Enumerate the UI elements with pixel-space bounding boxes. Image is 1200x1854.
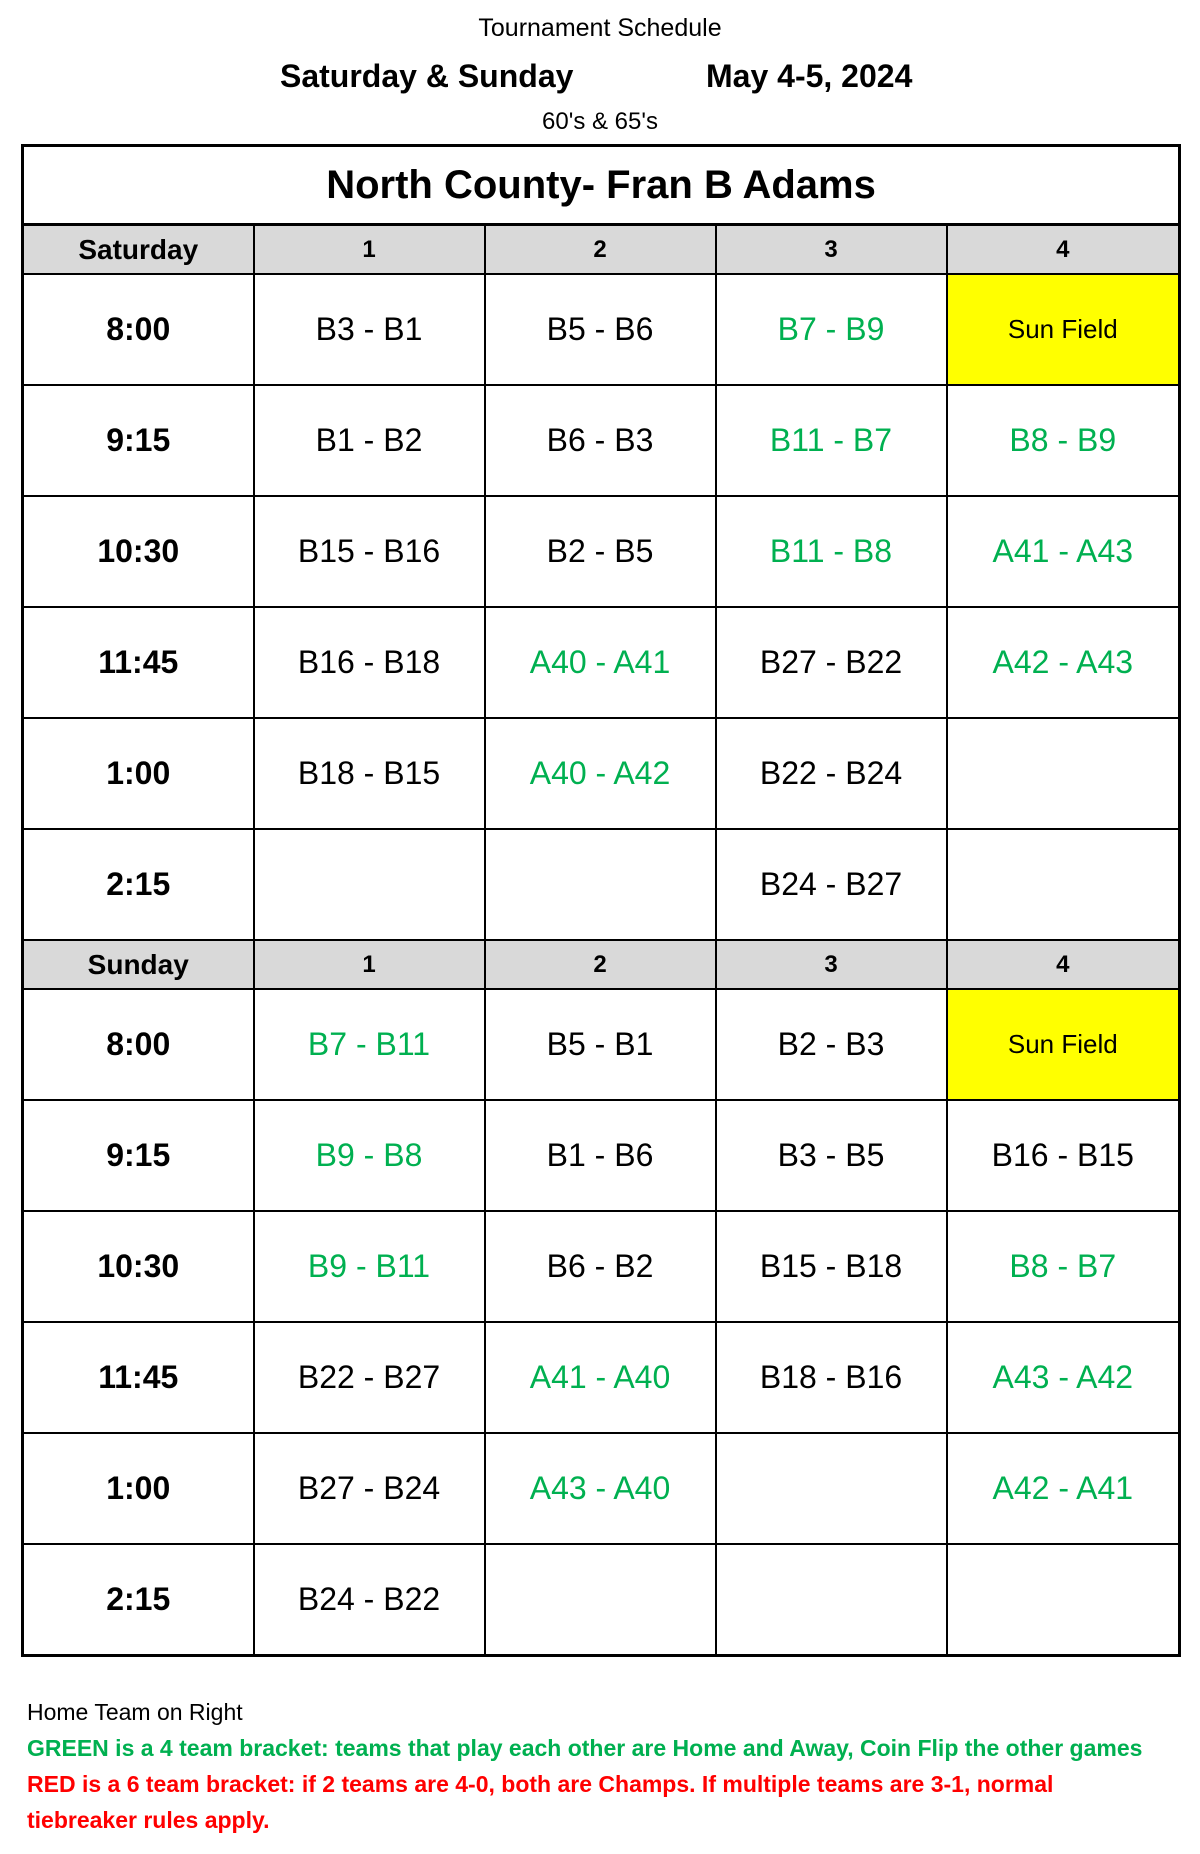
- time-slot-row: [23, 1211, 1180, 1322]
- time-slot-row: [23, 829, 1180, 940]
- game-cell: [254, 829, 485, 940]
- time-cell: 8:00: [23, 989, 254, 1100]
- game-cell: A41 - A40: [485, 1322, 716, 1433]
- schedule-days: Saturday & Sunday: [280, 58, 574, 94]
- time-slot-row: [23, 274, 1180, 385]
- note-red-bracket-continued: tiebreaker rules apply.: [27, 1807, 270, 1833]
- game-cell: B9 - B8: [254, 1100, 485, 1211]
- field-header: 1: [254, 940, 485, 989]
- time-slot-row: [23, 1433, 1180, 1544]
- game-cell: B18 - B16: [716, 1322, 947, 1433]
- note-green-bracket: GREEN is a 4 team bracket: teams that play each other are Home and Away, Coin Flip the other games: [27, 1735, 1143, 1761]
- schedule-division: 60's & 65's: [542, 108, 658, 135]
- field-header: 4: [947, 225, 1180, 275]
- time-slot-row: [23, 718, 1180, 829]
- game-cell: B16 - B15: [947, 1100, 1180, 1211]
- game-cell: B5 - B6: [485, 274, 716, 385]
- time-slot-row: [23, 607, 1180, 718]
- game-cell: B15 - B16: [254, 496, 485, 607]
- notes-section: [27, 1694, 1187, 1838]
- game-cell: B16 - B18: [254, 607, 485, 718]
- game-cell: B3 - B5: [716, 1100, 947, 1211]
- sun-field-cell: Sun Field: [947, 989, 1180, 1100]
- time-slot-row: [23, 385, 1180, 496]
- game-cell: B9 - B11: [254, 1211, 485, 1322]
- game-cell: B8 - B9: [947, 385, 1180, 496]
- game-cell: A42 - A43: [947, 607, 1180, 718]
- game-cell: A43 - A42: [947, 1322, 1180, 1433]
- game-cell: B27 - B22: [716, 607, 947, 718]
- game-cell: B24 - B22: [254, 1544, 485, 1656]
- game-cell: B6 - B2: [485, 1211, 716, 1322]
- game-cell: A40 - A41: [485, 607, 716, 718]
- game-cell: B22 - B27: [254, 1322, 485, 1433]
- game-cell: [716, 1433, 947, 1544]
- time-slot-row: [23, 989, 1180, 1100]
- game-cell: B7 - B9: [716, 274, 947, 385]
- time-cell: 1:00: [23, 718, 254, 829]
- venue-title: North County- Fran B Adams: [23, 146, 1180, 225]
- game-cell: [947, 718, 1180, 829]
- field-header: 3: [716, 225, 947, 275]
- field-header: 4: [947, 940, 1180, 989]
- field-header: 3: [716, 940, 947, 989]
- game-cell: B3 - B1: [254, 274, 485, 385]
- time-slot-row: [23, 1544, 1180, 1656]
- time-cell: 11:45: [23, 1322, 254, 1433]
- time-cell: 9:15: [23, 1100, 254, 1211]
- game-cell: A40 - A42: [485, 718, 716, 829]
- time-slot-row: [23, 1322, 1180, 1433]
- game-cell: [485, 829, 716, 940]
- game-cell: B11 - B7: [716, 385, 947, 496]
- schedule-title: Tournament Schedule: [478, 14, 722, 42]
- day-header-row: [23, 225, 1180, 275]
- game-cell: B7 - B11: [254, 989, 485, 1100]
- time-slot-row: [23, 1100, 1180, 1211]
- field-header: 2: [485, 940, 716, 989]
- time-cell: 10:30: [23, 1211, 254, 1322]
- game-cell: [947, 829, 1180, 940]
- field-header: 2: [485, 225, 716, 275]
- game-cell: B2 - B5: [485, 496, 716, 607]
- game-cell: B18 - B15: [254, 718, 485, 829]
- game-cell: B27 - B24: [254, 1433, 485, 1544]
- game-cell: B15 - B18: [716, 1211, 947, 1322]
- time-cell: 1:00: [23, 1433, 254, 1544]
- game-cell: B5 - B1: [485, 989, 716, 1100]
- day-header-row: [23, 940, 1180, 989]
- game-cell: B11 - B8: [716, 496, 947, 607]
- game-cell: B1 - B2: [254, 385, 485, 496]
- time-cell: 2:15: [23, 1544, 254, 1656]
- game-cell: B22 - B24: [716, 718, 947, 829]
- game-cell: B6 - B3: [485, 385, 716, 496]
- time-cell: 10:30: [23, 496, 254, 607]
- game-cell: A43 - A40: [485, 1433, 716, 1544]
- time-cell: 2:15: [23, 829, 254, 940]
- note-home-team: Home Team on Right: [27, 1699, 243, 1725]
- note-red-bracket: RED is a 6 team bracket: if 2 teams are 4-0, both are Champs. If multiple teams are 3-1, normal: [27, 1771, 1054, 1797]
- game-cell: [716, 1544, 947, 1656]
- game-cell: B24 - B27: [716, 829, 947, 940]
- day-name: Saturday: [23, 225, 254, 275]
- schedule-dates: May 4-5, 2024: [706, 58, 913, 94]
- time-slot-row: [23, 496, 1180, 607]
- game-cell: A41 - A43: [947, 496, 1180, 607]
- field-header: 1: [254, 225, 485, 275]
- game-cell: B2 - B3: [716, 989, 947, 1100]
- game-cell: [947, 1544, 1180, 1656]
- time-cell: 9:15: [23, 385, 254, 496]
- sun-field-cell: Sun Field: [947, 274, 1180, 385]
- schedule-table: [21, 144, 1181, 1657]
- day-name: Sunday: [23, 940, 254, 989]
- time-cell: 11:45: [23, 607, 254, 718]
- time-cell: 8:00: [23, 274, 254, 385]
- game-cell: A42 - A41: [947, 1433, 1180, 1544]
- game-cell: B1 - B6: [485, 1100, 716, 1211]
- game-cell: [485, 1544, 716, 1656]
- game-cell: B8 - B7: [947, 1211, 1180, 1322]
